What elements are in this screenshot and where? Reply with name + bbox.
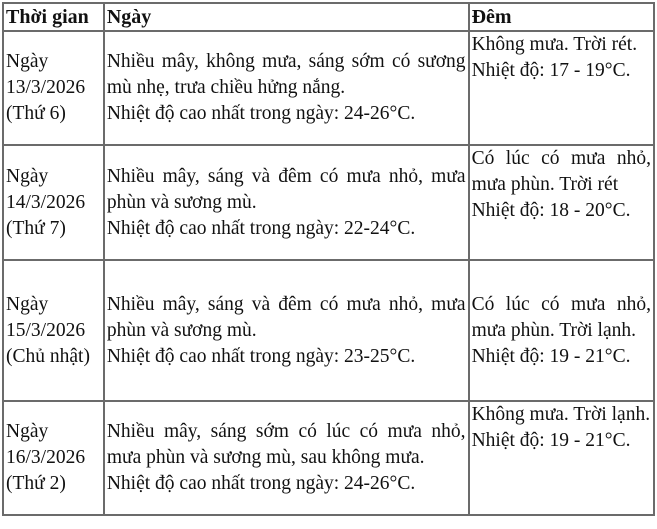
- day-description: Nhiều mây, sáng và đêm có mưa nhỏ, mưa phùn và sương mù.: [106, 293, 466, 341]
- night-cell: [469, 401, 654, 515]
- date-label: Ngày: [6, 421, 49, 442]
- weekday: (Chủ nhật): [6, 345, 90, 367]
- day-cell: [104, 401, 469, 515]
- weather-forecast-table: [2, 2, 655, 516]
- table-row: [3, 145, 654, 260]
- header-night: Đêm: [469, 3, 654, 31]
- date-cell: [3, 401, 104, 515]
- night-cell: [469, 145, 654, 260]
- day-temperature: Nhiệt độ cao nhất trong ngày: 24-26°C.: [106, 103, 416, 124]
- night-description: Không mưa. Trời rét.: [471, 34, 638, 55]
- date-label: Ngày: [6, 51, 49, 72]
- weekday: (Thứ 6): [6, 103, 66, 124]
- night-temperature: Nhiệt độ: 17 - 19°C.: [471, 60, 631, 81]
- day-description: Nhiều mây, sáng và đêm có mưa nhỏ, mưa phùn và sương mù.: [106, 165, 466, 213]
- night-description: Không mưa. Trời lạnh.: [471, 404, 651, 425]
- weekday: (Thứ 2): [6, 473, 66, 494]
- night-description: Có lúc có mưa nhỏ, mưa phùn. Trời lạnh.: [471, 293, 651, 341]
- date-cell: [3, 145, 104, 260]
- date-cell: [3, 31, 104, 145]
- night-temperature: Nhiệt độ: 19 - 21°C.: [471, 430, 631, 451]
- table-row: [3, 31, 654, 145]
- night-cell: [469, 31, 654, 145]
- table-header-row: [3, 3, 654, 31]
- date: 14/3/2026: [6, 191, 86, 213]
- weekday: (Thứ 7): [6, 217, 66, 239]
- date-label: Ngày: [6, 293, 49, 315]
- header-time: Thời gian: [3, 3, 104, 31]
- night-cell: [469, 260, 654, 401]
- day-description: Nhiều mây, không mưa, sáng sớm có sương mù nhẹ, trưa chiều hửng nắng.: [106, 51, 466, 98]
- date: 16/3/2026: [6, 447, 86, 468]
- night-description: Có lúc có mưa nhỏ, mưa phùn. Trời rét: [471, 148, 651, 195]
- day-temperature: Nhiệt độ cao nhất trong ngày: 22-24°C.: [106, 217, 416, 239]
- day-cell: [104, 145, 469, 260]
- night-temperature: Nhiệt độ: 19 - 21°C.: [471, 345, 631, 367]
- day-cell: [104, 31, 469, 145]
- date-label: Ngày: [6, 165, 49, 187]
- date: 13/3/2026: [6, 77, 86, 98]
- day-description: Nhiều mây, sáng sớm có lúc có mưa nhỏ, mưa phùn và sương mù, sau không mưa.: [106, 421, 466, 468]
- date: 15/3/2026: [6, 319, 86, 341]
- day-cell: [104, 260, 469, 401]
- day-temperature: Nhiệt độ cao nhất trong ngày: 23-25°C.: [106, 345, 416, 367]
- table-row: [3, 260, 654, 401]
- header-day: Ngày: [104, 3, 469, 31]
- table-row: [3, 401, 654, 515]
- date-cell: [3, 260, 104, 401]
- day-temperature: Nhiệt độ cao nhất trong ngày: 24-26°C.: [106, 473, 416, 494]
- night-temperature: Nhiệt độ: 18 - 20°C.: [471, 200, 631, 221]
